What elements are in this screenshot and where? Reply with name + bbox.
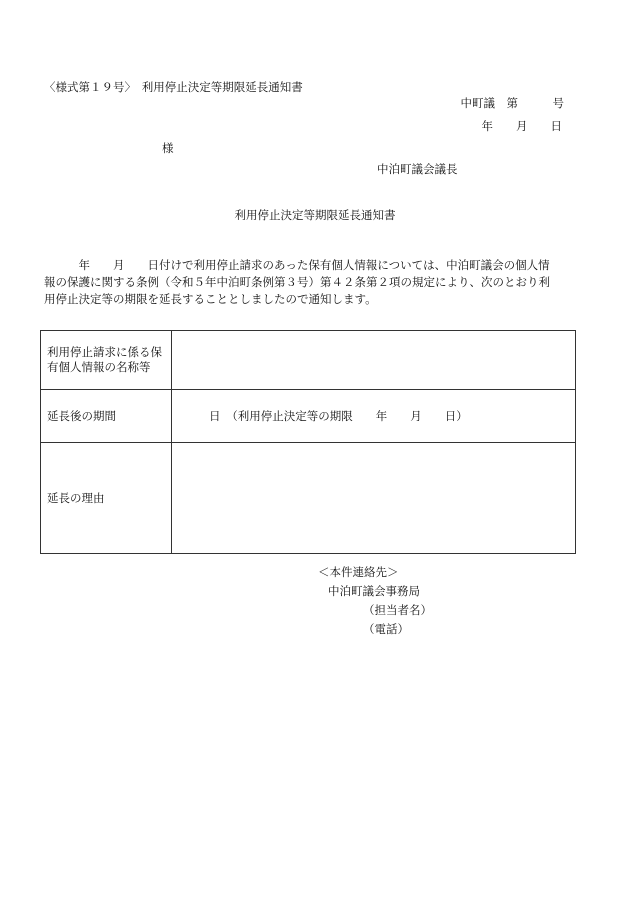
contact-office: 中泊町議会事務局 — [328, 584, 420, 598]
row-label-extension-reason: 延長の理由 — [41, 443, 172, 554]
row-label-information-name: 利用停止請求に係る保有個人情報の名称等 — [41, 331, 172, 390]
contact-title: ＜本件連絡先＞ — [318, 565, 399, 579]
sender: 中泊町議会議長 — [377, 162, 458, 176]
addressee: 様 — [162, 141, 174, 155]
contact-phone: （電話） — [363, 622, 409, 636]
form-title: 〈様式第１９号〉 利用停止決定等期限延長通知書 — [44, 80, 303, 94]
notice-body-line: 報の保護に関する条例（令和５年中泊町条例第３号）第４２条第２項の規定により、次のとおり利 — [44, 275, 550, 289]
row-value-extension-reason — [172, 443, 576, 554]
table-row — [41, 331, 576, 390]
row-label-extension-period: 延長後の期間 — [41, 390, 172, 443]
contact-person: （担当者名） — [363, 603, 432, 617]
details-table — [40, 330, 576, 554]
table-row — [41, 443, 576, 554]
contact-block — [318, 563, 432, 639]
document-date: 年 月 日 — [481, 119, 562, 133]
notice-body-line: 用停止決定等の期限を延長することとしましたので通知します。 — [44, 292, 377, 306]
notice-heading: 利用停止決定等期限延長通知書 — [234, 208, 396, 222]
row-value-extension-period: 日 （利用停止決定等の期限 年 月 日） — [172, 390, 576, 443]
notice-body-line: 年 月 日付けで利用停止請求のあった保有個人情報については、中泊町議会の個人情 — [44, 258, 550, 272]
document-number: 中町議 第 号 — [460, 96, 564, 110]
row-value-information-name — [172, 331, 576, 390]
notice-body — [44, 257, 590, 308]
table-row — [41, 390, 576, 443]
